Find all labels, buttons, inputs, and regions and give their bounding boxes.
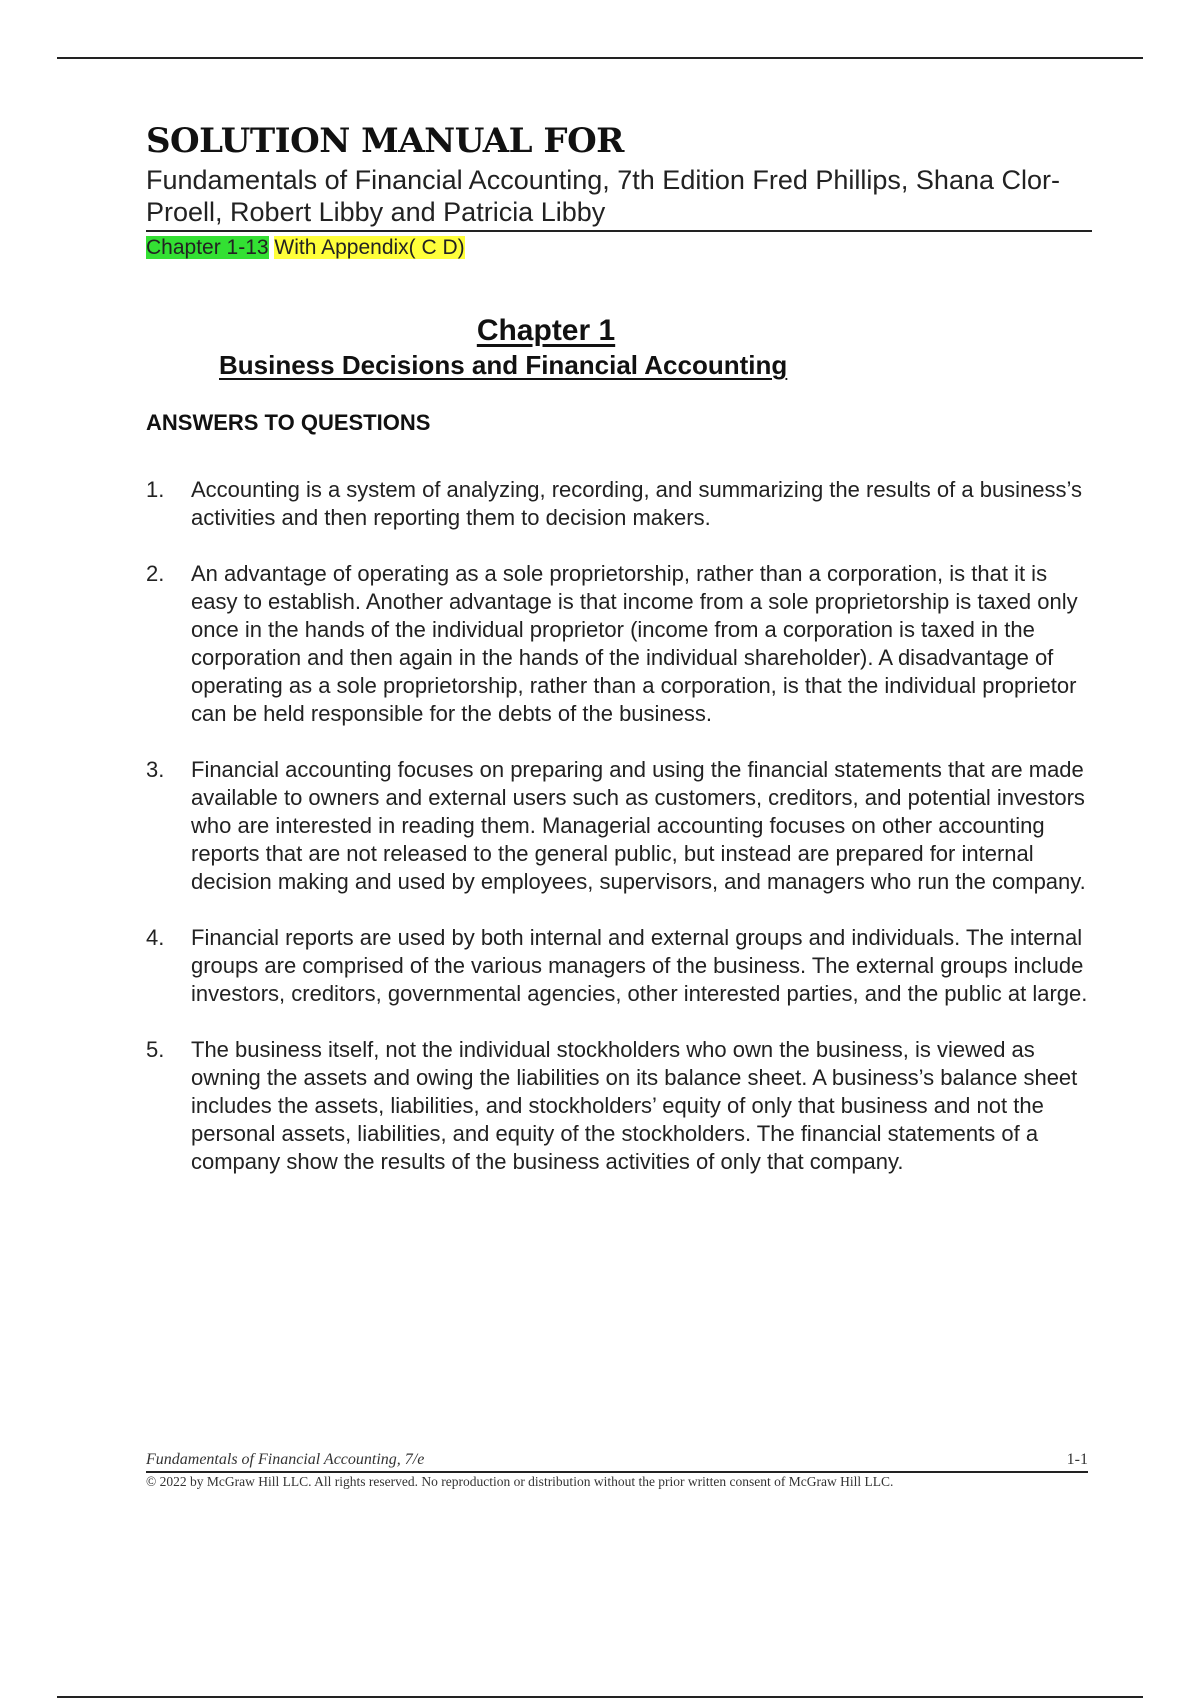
- answer-text: An advantage of operating as a sole proprietorship, rather than a corporation, is that it is easy to establish. Another advantage is that income from a sole proprietorship is taxed only once in the hands of the individual proprietor (income from a corporation is taxed in the corporation and then again in the hands of the individual shareholder). A disadvantage of operating as a sole proprietorship, rather than a corporation, is that the individual proprietor can be held responsible for the debts of the business.: [191, 561, 1078, 726]
- answer-number: 3.: [146, 757, 165, 782]
- answers-list: [146, 476, 1092, 1204]
- answer-item: [146, 756, 1092, 896]
- appendix-highlight: With Appendix( C D): [274, 236, 465, 259]
- top-divider: [57, 57, 1143, 59]
- chapter-range-line: [146, 234, 1092, 262]
- footer-row: [146, 1450, 1088, 1473]
- bottom-divider: [57, 1696, 1143, 1698]
- answer-text: The business itself, not the individual stockholders who own the business, is viewed as owning the assets and owing the liabilities on its balance sheet. A business’s balance sheet includes the assets, liabilities, and stockholders’ equity of only that business and not the personal assets, liabilities, and equity of the stockholders. The financial statements of a company show the results of the business activities of only that company.: [191, 1037, 1078, 1174]
- chapter-number: Chapter 1: [476, 314, 616, 347]
- answer-text: Accounting is a system of analyzing, recording, and summarizing the results of a business’s activities and then reporting them to decision makers.: [191, 477, 1083, 530]
- answer-text: Financial reports are used by both internal and external groups and individuals. The internal groups are comprised of the various managers of the business. The external groups include investors, creditors, governmental agencies, other interested parties, and the public at large.: [191, 925, 1088, 1006]
- footer-copyright: © 2022 by McGraw Hill LLC. All rights reserved. No reproduction or distribution without the prior written consent of McGraw Hill LLC.: [146, 1474, 894, 1489]
- answer-item: [146, 924, 1092, 1008]
- chapter-range-highlight: Chapter 1-13: [146, 236, 269, 259]
- book-info: Fundamentals of Financial Accounting, 7th Edition Fred Phillips, Shana Clor-Proell, Robert Libby and Patricia Libby: [146, 164, 1092, 232]
- chapter-title: Business Decisions and Financial Accounting: [219, 350, 788, 380]
- section-heading: ANSWERS TO QUESTIONS: [146, 410, 431, 435]
- answer-text: Financial accounting focuses on preparing and using the financial statements that are made available to owners and external users such as customers, creditors, and potential investors who are interested in reading them. Managerial accounting focuses on other accounting reports that are not released to the general public, but instead are prepared for internal decision making and used by employees, supervisors, and managers who run the company.: [191, 757, 1086, 894]
- answer-number: 4.: [146, 925, 165, 950]
- manual-title: SOLUTION MANUAL FOR: [146, 121, 624, 161]
- footer-book-title: Fundamentals of Financial Accounting, 7/e: [146, 1451, 425, 1468]
- answer-item: [146, 560, 1092, 728]
- page-footer: [146, 1450, 1088, 1491]
- answer-number: 5.: [146, 1037, 165, 1062]
- answer-number: 2.: [146, 561, 165, 586]
- document-page: [146, 118, 1092, 1174]
- answer-item: [146, 476, 1092, 532]
- answer-item: [146, 1036, 1092, 1176]
- footer-page-number: 1-1: [1066, 1451, 1088, 1468]
- answer-number: 1.: [146, 477, 165, 502]
